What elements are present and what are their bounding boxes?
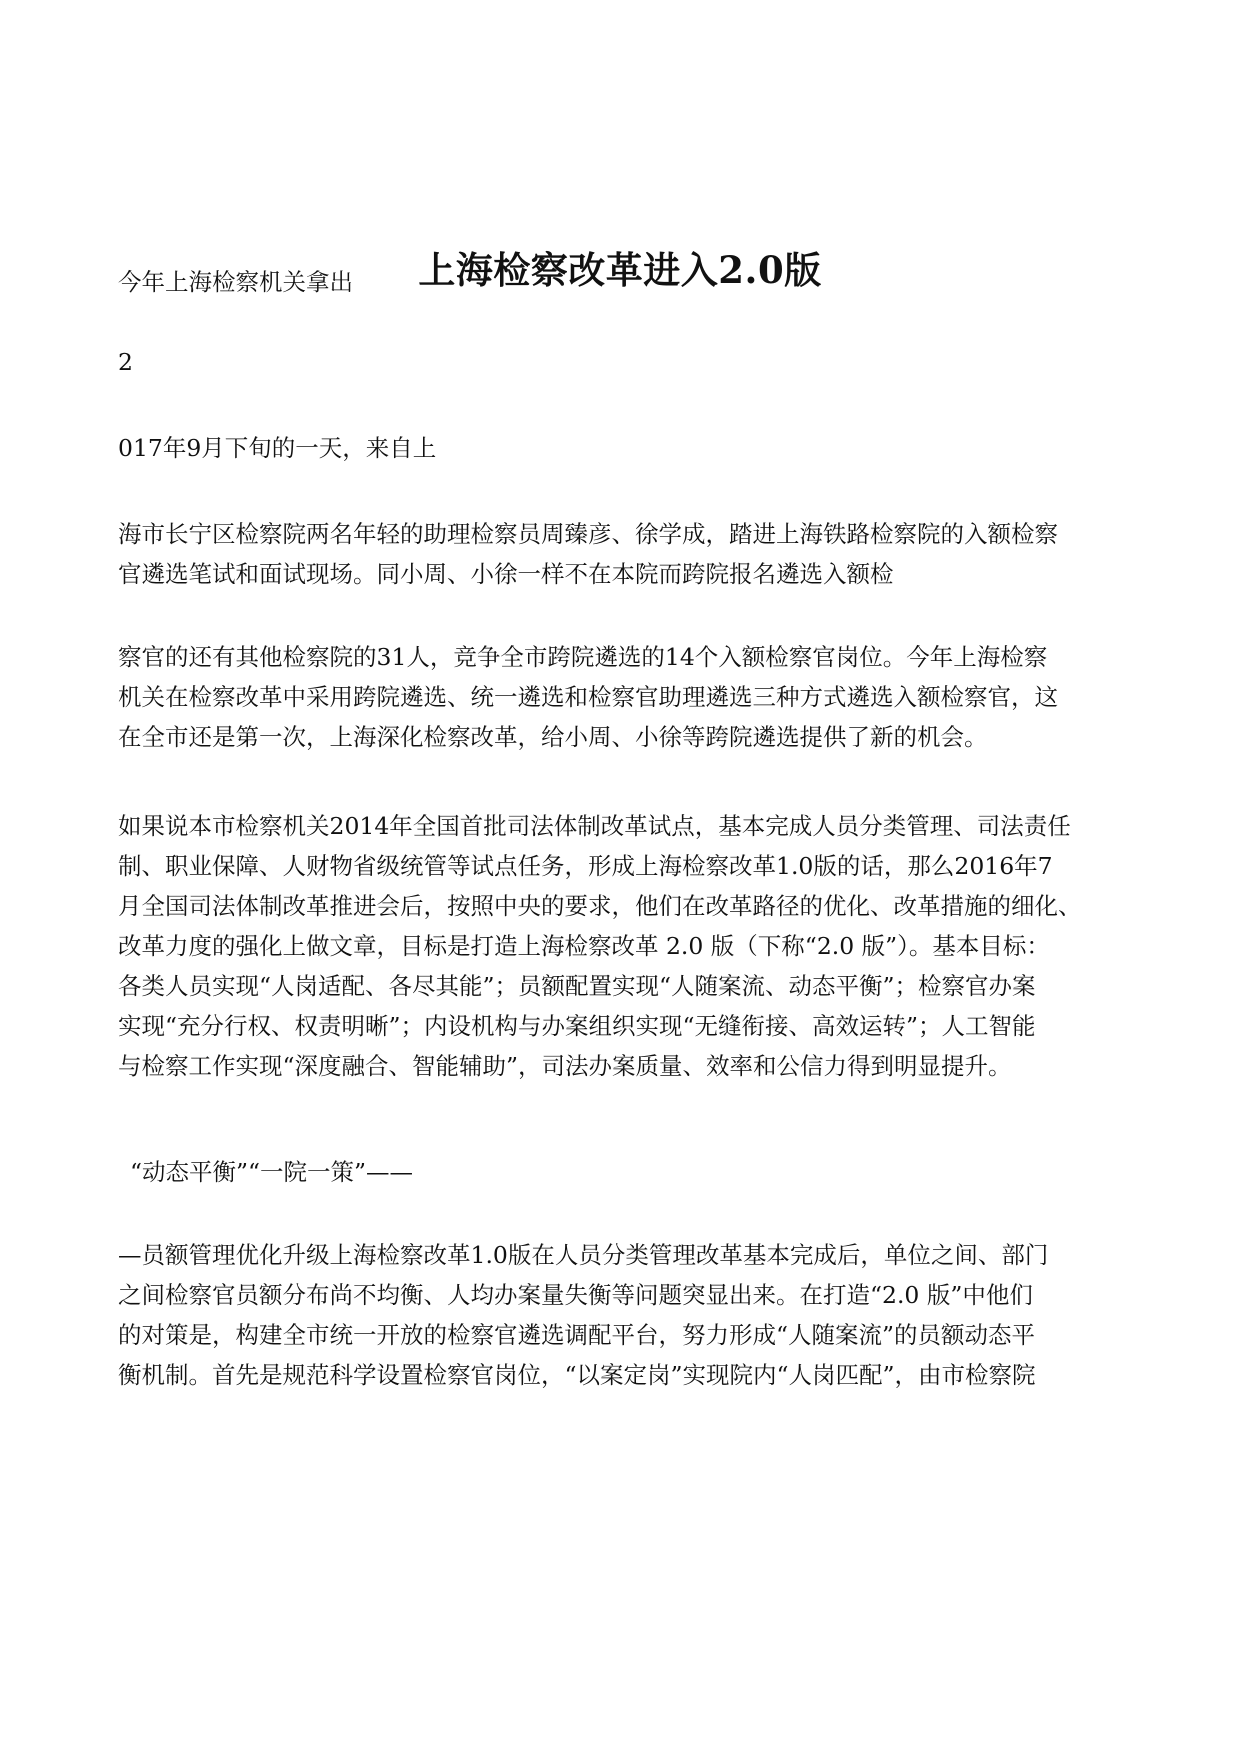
paragraph-line: 机关在检察改革中采用跨院遴选、统一遴选和检察官助理遴选三种方式遴选入额检察官，这 [118,683,1058,711]
paragraph-line: 海市长宁区检察院两名年轻的助理检察员周臻彦、徐学成，踏进上海铁路检察院的入额检察 [118,520,1058,548]
paragraph-4 [118,514,1124,594]
paragraph-line: 017年9月下旬的一天，来自上 [118,434,437,462]
paragraph-line: 官遴选笔试和面试现场。同小周、小徐一样不在本院而跨院报名遴选入额检 [118,560,894,588]
paragraph-line: 制、职业保障、人财物省级统管等试点任务，形成上海检察改革1.0版的话，那么2016年7 [118,852,1053,880]
paragraph-2 [118,342,1124,382]
paragraph-line: 今年上海检察机关拿出 [118,268,353,296]
paragraph-5 [118,637,1124,757]
paragraph-3 [118,428,1124,468]
paragraph-line: 改革力度的强化上做文章，目标是打造上海检察改革 2.0 版（下称“2.0 版”）。基本目标： [118,932,1050,960]
paragraph-line: 衡机制。首先是规范科学设置检察官岗位，“以案定岗”实现院内“人岗匹配”，由市检察院 [118,1361,1036,1389]
paragraph-line: 各类人员实现“人岗适配、各尽其能”；员额配置实现“人随案流、动态平衡”；检察官办案 [118,972,1036,1000]
paragraph-line: 之间检察官员额分布尚不均衡、人均办案量失衡等问题突显出来。在打造“2.0 版”中他们 [118,1281,1033,1309]
paragraph-line: 在全市还是第一次，上海深化检察改革，给小周、小徐等跨院遴选提供了新的机会。 [118,723,988,751]
paragraph-1 [118,262,1124,302]
paragraph-6 [118,806,1124,1086]
paragraph-line: 如果说本市检察机关2014年全国首批司法体制改革试点，基本完成人员分类管理、司法责任 [118,812,1071,840]
paragraph-7 [130,1152,1136,1192]
paragraph-line: —员额管理优化升级上海检察改革1.0版在人员分类管理改革基本完成后，单位之间、部门 [118,1241,1049,1269]
paragraph-line: “动态平衡”“一院一策”—— [130,1158,414,1186]
paragraph-line: 月全国司法体制改革推进会后，按照中央的要求，他们在改革路径的优化、改革措施的细化、 [118,892,1082,920]
paragraph-line: 实现“充分行权、权责明晰”；内设机构与办案组织实现“无缝衔接、高效运转”；人工智能 [118,1012,1036,1040]
paragraph-line: 察官的还有其他检察院的31人，竞争全市跨院遴选的14个入额检察官岗位。今年上海检察 [118,643,1048,671]
document-title: 上海检察改革进入2.0版 [418,247,822,292]
paragraph-line: 的对策是，构建全市统一开放的检察官遴选调配平台，努力形成“人随案流”的员额动态平 [118,1321,1036,1349]
paragraph-line: 2 [118,348,133,376]
paragraph-line: 与检察工作实现“深度融合、智能辅助”，司法办案质量、效率和公信力得到明显提升。 [118,1052,1012,1080]
paragraph-8 [118,1235,1124,1395]
